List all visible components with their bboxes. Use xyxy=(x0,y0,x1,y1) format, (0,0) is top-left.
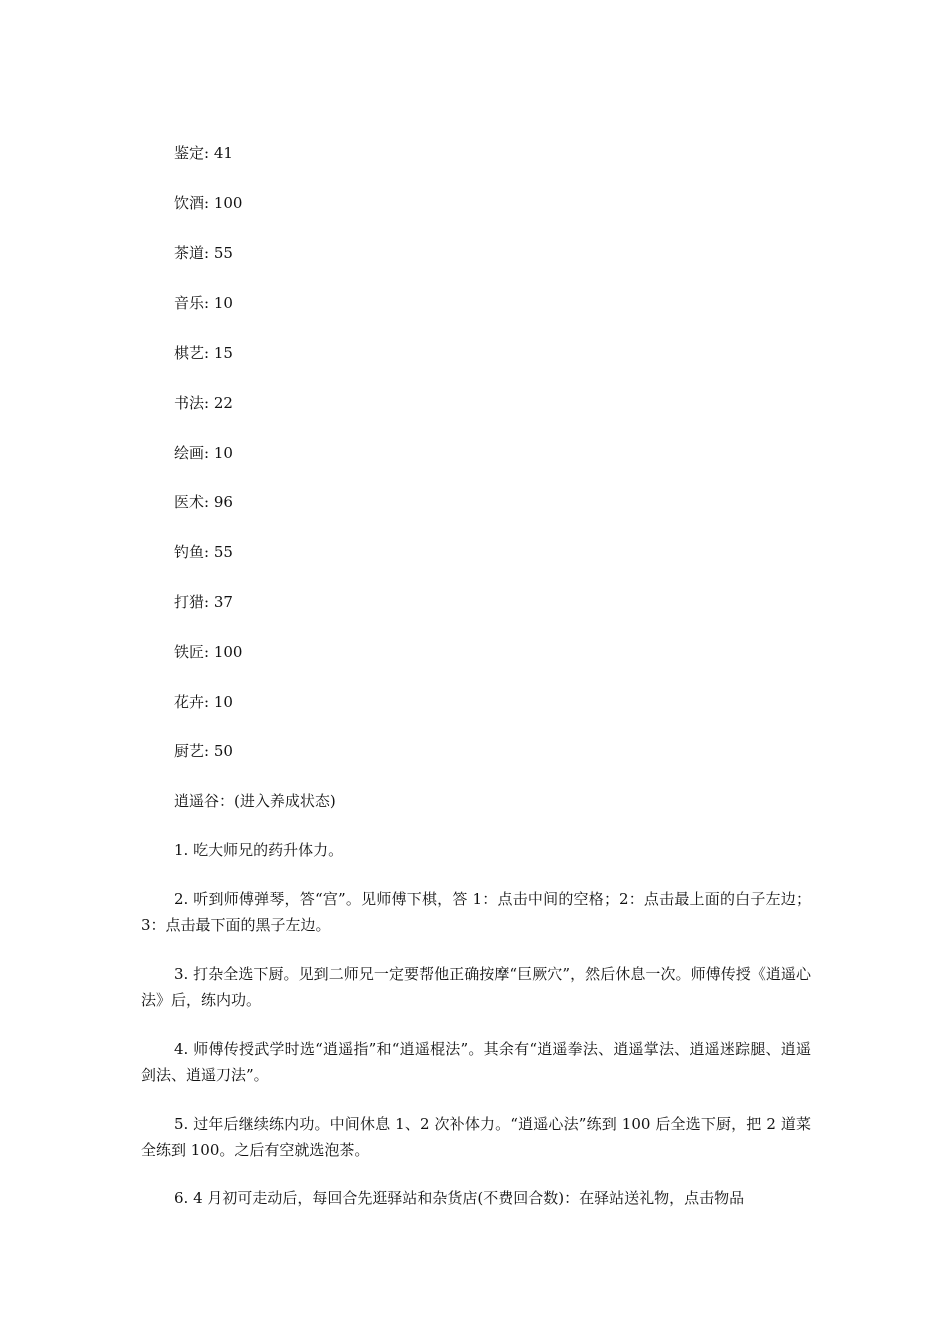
step-5: 5. 过年后继续练内功。中间休息 1、2 次补体力。“逍遥心法”练到 100 后全选下厨，把 2 道菜全练到 100。之后有空就选泡茶。 xyxy=(141,1115,811,1159)
stat-appraisal: 鉴定: 41 xyxy=(174,144,233,162)
step-2: 2. 听到师傅弹琴，答“宫”。见师傅下棋，答 1：点击中间的空格；2：点击最上面的白子左边；3：点击最下面的黑子左边。 xyxy=(141,890,811,934)
section-heading: 逍遥谷：(进入养成状态) xyxy=(174,792,336,810)
stat-flowers: 花卉: 10 xyxy=(174,693,233,711)
stat-cooking: 厨艺: 50 xyxy=(174,742,233,760)
stat-painting: 绘画: 10 xyxy=(174,444,233,462)
step-6: 6. 4 月初可走动后，每回合先逛驿站和杂货店(不费回合数)：在驿站送礼物，点击物品 xyxy=(174,1189,745,1207)
step-1: 1. 吃大师兄的药升体力。 xyxy=(174,841,344,859)
stat-music: 音乐: 10 xyxy=(174,294,233,312)
stat-hunting: 打猎: 37 xyxy=(174,593,233,611)
stat-chess: 棋艺: 15 xyxy=(174,344,233,362)
stat-fishing: 钓鱼: 55 xyxy=(174,543,233,561)
stat-drinking: 饮酒: 100 xyxy=(174,194,243,212)
stat-medicine: 医术: 96 xyxy=(174,493,233,511)
stat-tea: 茶道: 55 xyxy=(174,244,233,262)
step-3: 3. 打杂全选下厨。见到二师兄一定要帮他正确按摩“巨厥穴”，然后休息一次。师傅传授《逍遥心法》后，练内功。 xyxy=(141,965,811,1009)
stat-blacksmith: 铁匠: 100 xyxy=(174,643,243,661)
stat-calligraphy: 书法: 22 xyxy=(174,394,233,412)
step-4: 4. 师傅传授武学时选“逍遥指”和“逍遥棍法”。其余有“逍遥拳法、逍遥掌法、逍遥迷踪腿、逍遥剑法、逍遥刀法”。 xyxy=(141,1040,811,1084)
